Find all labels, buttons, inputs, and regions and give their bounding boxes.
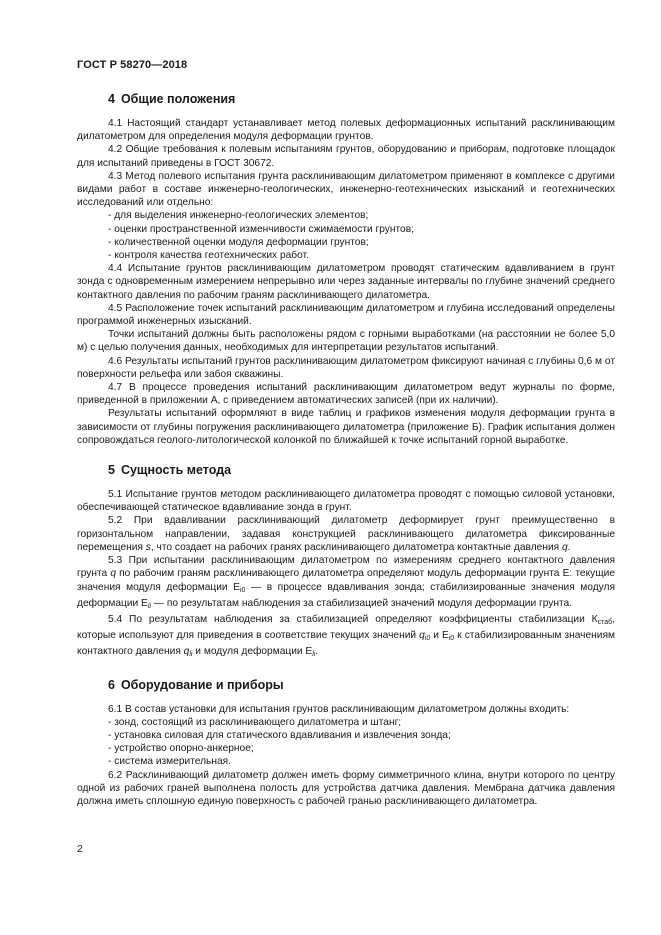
list-item: - устройство опорно-анкерное; [108, 743, 254, 755]
paragraph: 4.7 В процессе проведения испытаний расклинивающим дилатометром ведут журналы по форме, приведенной в приложении А, с приведением автоматических записей (при их наличии). [77, 382, 615, 407]
paragraph: 4.3 Метод полевого испытания грунта расклинивающим дилатометром применяют в комплексе с другими видами работ в составе инженерно-геологических, инженерно-геотехнических изысканий и геотехнических исследований или отдельно: [77, 170, 615, 209]
list-item: - контроля качества геотехнических работ. [108, 250, 309, 262]
list-item: - зонд, состоящий из расклинивающего дилатометра и штанг; [108, 716, 402, 728]
section-5 [77, 463, 615, 661]
page-number: 2 [77, 843, 83, 855]
paragraph: 4.1 Настоящий стандарт устанавливает метод полевых деформационных испытаний расклинивающим дилатометром для определения модуля деформации грунтов. [77, 118, 615, 143]
paragraph: 5.1 Испытание грунтов методом расклинивающего дилатометра проводят с помощью силовой установки, обеспечивающей статическое вдавливание зонда в грунт. [77, 489, 615, 514]
list-item: - установка силовая для статического вдавливания и извлечения зонда; [108, 729, 451, 741]
list-item: - система измерительная. [108, 756, 231, 768]
list-item: - оценки пространственной изменчивости сжимаемости грунтов; [108, 223, 414, 235]
section-heading: 5 Сущность метода [108, 463, 232, 478]
list-item: - количественной оценки модуля деформации грунтов; [108, 236, 369, 248]
paragraph: 4.2 Общие требования к полевым испытаниям грунтов, оборудованию и приборам, подготовке площадок для испытаний приведены в ГОСТ 30672. [77, 144, 615, 169]
list-item: - для выделения инженерно-геологических элементов; [108, 210, 369, 222]
section-heading: 4 Общие положения [108, 92, 236, 106]
paragraph: 6.2 Расклинивающий дилатометр должен иметь форму симметричного клина, внутри которого по центру одной из рабочих граней выполнена полость для устройства датчика давления. Мембрана датчика давления должна иметь сплошную единую поверхность с рабочей гранью расклинивающего дилатометра. [77, 769, 615, 807]
paragraph: 4.6 Результаты испытаний грунтов расклинивающим дилатометром фиксируют начиная с глубины 0,6 м от поверхности рельефа или забоя скважины. [77, 355, 615, 380]
section-6 [77, 678, 615, 809]
section-heading: 6 Оборудование и приборы [108, 677, 284, 692]
paragraph: 5.2 При вдавливании расклинивающий дилатометр деформирует грунт преимущественно в горизонтальном направлении, задавая конструкцией расклинивающего дилатометра фиксированные перемещения s, что создает на рабочих гранях расклинивающего дилатометра контактные давления q. [77, 515, 615, 553]
paragraph: Точки испытаний должны быть расположены рядом с горными выработками (на расстоянии не более 5,0 м) с целью получения данных, необходимых для интерпретации результатов испытаний. [77, 329, 615, 354]
paragraph: Результаты испытаний оформляют в виде таблиц и графиков изменения модуля деформации грунта в зависимости от глубины погружения расклинивающего дилатометра (приложение Б). График испытания должен сопровождаться геолого-литологической колонкой по ближайшей к точке испытаний горной выработке. [77, 408, 615, 446]
document-header: ГОСТ Р 58270—2018 [77, 59, 188, 71]
paragraph: 5.4 По результатам наблюдения за стабилизацией определяют коэффициенты стабилизации $К_{стаб}$, которые используют для приведения в соответствие текущих значений $q_{i0}$ и $Е_{i0}$ к стабилизированным значениям контактного давления $q_{li}$ и модуля деформации $Е_{li}$. [77, 613, 615, 659]
paragraph: 5.3 При испытании расклинивающим дилатометром по измерениям среднего контактного давления грунта q по рабочим граням расклинивающего дилатометра определяют модуль деформации грунта Е: текущие значения модуля деформации $Е_{i0}$ — в процессе вдавливания зонда; стабилизированные значения модуля деформации $Е_{li}$ — по результатам наблюдения за стабилизацией значений модуля деформации грунта. [77, 555, 615, 610]
paragraph: 4.4 Испытание грунтов расклинивающим дилатометром проводят статическим вдавливанием в грунт зонда с одновременным измерением непрерывно или через заданные интервалы по глубине значений среднего контактного давления по рабочим граням расклинивающего дилатометра. [77, 263, 615, 301]
document-body [77, 92, 615, 824]
paragraph: 4.5 Расположение точек испытаний расклинивающим дилатометром и глубина исследований определены программой инженерных изысканий. [77, 302, 615, 328]
section-4 [77, 92, 615, 447]
paragraph: 6.1 В состав установки для испытания грунтов расклинивающим дилатометром должны входить: [108, 703, 570, 715]
